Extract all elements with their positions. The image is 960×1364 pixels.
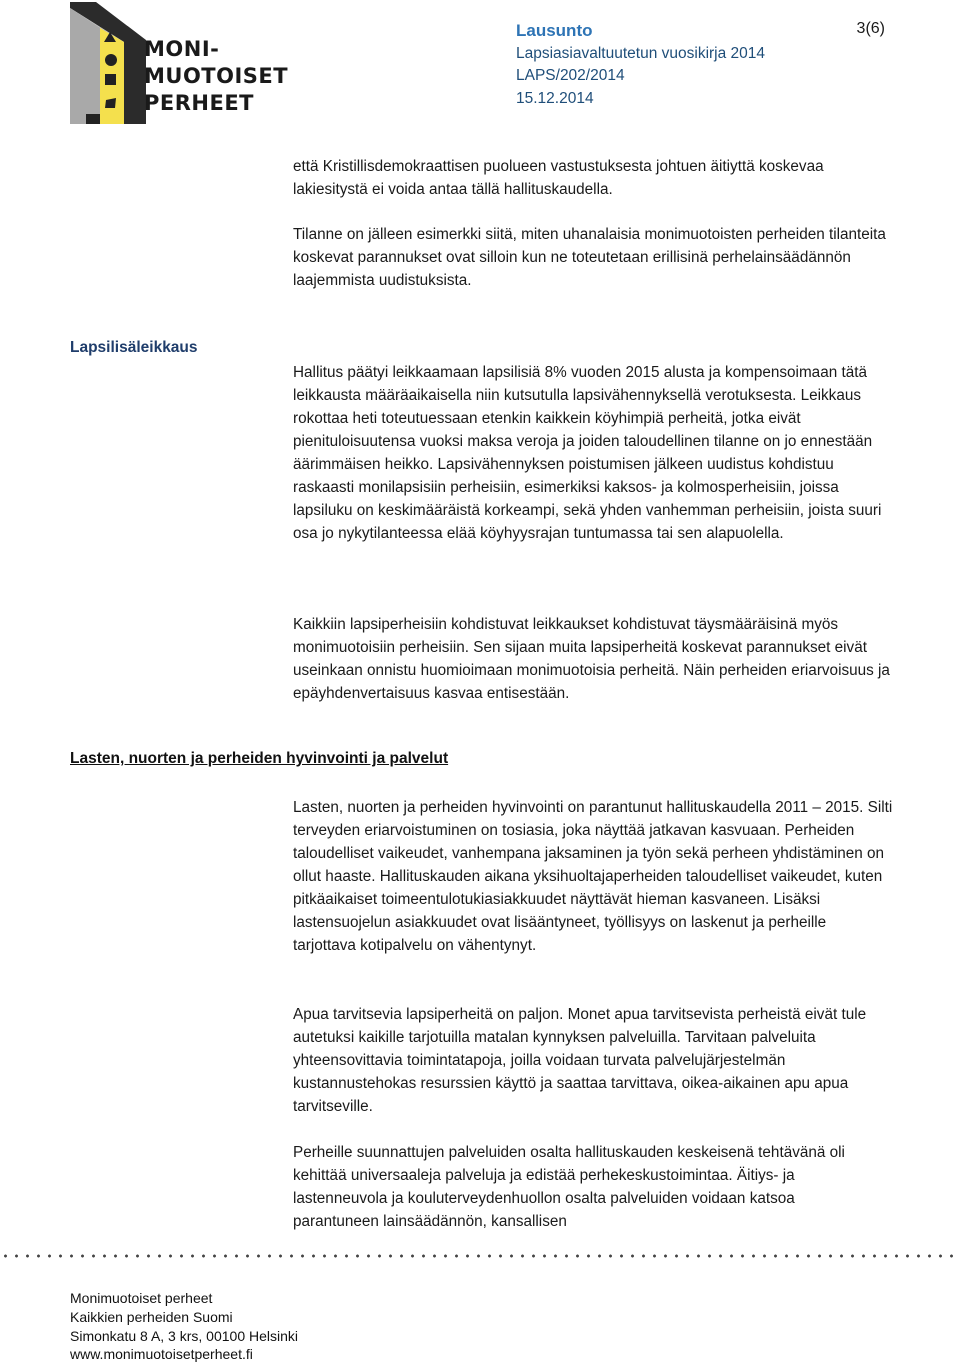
intro-paragraph-1: että Kristillisdemokraattisen puolueen vastustuksesta johtuen äitiyttä koskevaa lakiesitystä ei voida antaa tällä hallituskaudella. bbox=[293, 158, 824, 198]
document-header bbox=[516, 20, 765, 110]
page-number: 3(6) bbox=[856, 20, 885, 37]
hyvinvointi-paragraph-2: Apua tarvitsevia lapsiperheitä on paljon. Monet apua tarvitsevista perheistä eivät tule autetuksi kaikille tarjotuilla matalan kynnyksen palveluilla. Tarvitaan palveluita yhteensovittavia toimintatapoja, joilla voidaan turvata palvelujärjestelmän kustannustehokas resurssien käyttö ja saattaa tarvittava, oikea-aikainen apu apua tarvitseville. bbox=[293, 1006, 867, 1115]
section-heading-hyvinvointi: Lasten, nuorten ja perheiden hyvinvointi ja palvelut bbox=[70, 750, 449, 767]
footer-network: Kaikkien perheiden Suomi bbox=[70, 1308, 233, 1325]
lapsilisa-paragraph-2: Kaikkiin lapsiperheisiin kohdistuvat leikkaukset kohdistuvat täysmääräisinä myös monimuotoisiin perheisiin. Sen sijaan muita lapsiperheitä koskevat parannukset eivät useinkaan onnistu huomioimaan monimuotoisia perheitä. Näin perheiden eriarvoisuus ja epäyhdenvertaisuus kasvaa entisestään. bbox=[293, 616, 890, 702]
document-reference: LAPS/202/2014 bbox=[516, 67, 625, 85]
logo-line-2: MUOTOISET bbox=[144, 64, 289, 88]
hyvinvointi-paragraph-1: Lasten, nuorten ja perheiden hyvinvointi on parantunut hallituskaudella 2011 – 2015. Silti terveyden eriarvoistuminen on tosiasia, joka näyttää jatkavan kasvuaan. Perheiden taloudelliset vaikeudet, vanhempana jaksaminen ja työn sekä perheen yhdistäminen on ollut haaste. Hallituskauden aikana yksihuoltajaperheiden taloudelliset vaikeudet, kuten pitkäaikaiset toimeentulotukiasiakkuudet näyttävät hieman kasvaneen. Lisäksi lastensuojelun asiakkuudet ovat lisääntyneet, työllisyys on laskenut ja perheille tarjottava kotipalvelu on vähentynyt. bbox=[293, 799, 893, 954]
hyvinvointi-paragraph-3: Perheille suunnattujen palveluiden osalta hallituskauden keskeisenä tehtävänä oli kehittää universaaleja palveluja ja edistää perhekeskustoimintaa. Äitiys- ja lastenneuvola ja kouluterveydenhuollon osalta palveluiden voidaan katsoa parantuneen lainsäädännön, kansallisen bbox=[293, 1144, 845, 1230]
intro-paragraph-2: Tilanne on jälleen esimerkki siitä, miten uhanalaisia monimuotoisten perheiden tilanteita koskevat parannukset ovat silloin kun ne toteutetaan erillisinä perhelainsäädännön laajemmista uudistuksista. bbox=[293, 226, 886, 289]
document-type: Lausunto bbox=[516, 21, 593, 40]
logo-line-1: MONI- bbox=[144, 37, 220, 61]
house-logo-icon bbox=[66, 2, 146, 124]
document-subject: Lapsiasiavaltuutetun vuosikirja 2014 bbox=[516, 44, 766, 62]
document-footer bbox=[70, 1289, 298, 1364]
section-heading-lapsilisa: Lapsilisäleikkaus bbox=[70, 339, 198, 356]
lapsilisa-paragraph-1: Hallitus päätyi leikkaamaan lapsilisiä 8% vuoden 2015 alusta ja kompensoimaan tätä leikkausta määräaikaisella niin kutsutulla lapsivähennyksellä verotuksesta. Leikkaus rokottaa heti toteutuessaan etenkin kaikkein köyhimpiä perheitä, jotka eivät pienituloisuutensa vuoksi maksa veroja ja joiden taloudellinen tilanne on jo ennestään äärimmäisen heikko. Lapsivähennyksen poistumisen jälkeen uudistus kohdistuu raskaasti monilapsisiin perheisiin, esimerkiksi kaksos- ja kolmosperheisiin, joissa lapsiluku on keskimääräistä korkeampi, sekä yhden vanhemman perheisiin, joista suuri osa jo nykytilanteessa elää köyhyysrajan tuntumassa tai sen alapuolella. bbox=[293, 364, 882, 542]
footer-organization: Monimuotoiset perheet bbox=[70, 1290, 213, 1306]
logo-wordmark bbox=[144, 36, 288, 117]
footer-address: Simonkatu 8 A, 3 krs, 00100 Helsinki bbox=[70, 1327, 299, 1344]
logo-line-3: PERHEET bbox=[144, 91, 254, 115]
organization-logo bbox=[66, 2, 289, 124]
footer-divider bbox=[0, 1253, 960, 1259]
footer-website-link[interactable]: www.monimuotoisetperheet.fi bbox=[70, 1346, 253, 1363]
document-date: 15.12.2014 bbox=[516, 89, 594, 107]
